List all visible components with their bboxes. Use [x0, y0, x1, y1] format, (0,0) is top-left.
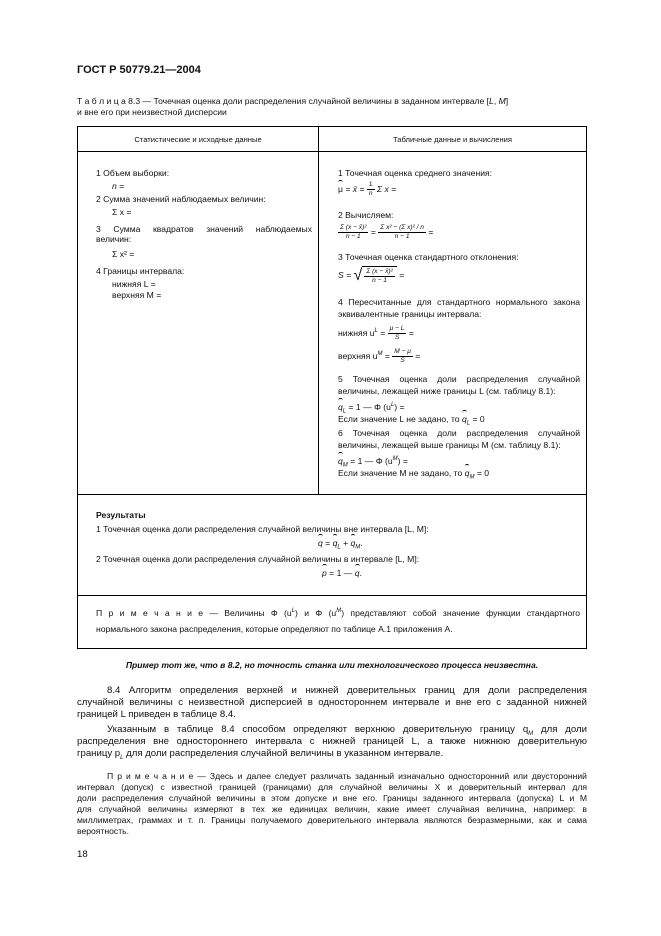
formula-q-total: $q = q_L + q_M$.: [318, 538, 363, 551]
column-header-calculations: Табличные данные и вычисления: [392, 135, 512, 144]
formula-variance: $\frac{\text{Σ (x − x̄)²}}{n - 1}$ = $\frac{\text{Σ x² − (Σ x)² / n}}{n - 1}$ =: [340, 224, 434, 240]
results-section: [96, 510, 576, 590]
calc-item-mean: 1 Точечная оценка среднего значения:: [338, 168, 493, 178]
paragraph-8-4: 8.4 Алгоритм определения верхней и нижней доверительных границ для доли распределения случайной величины с неизвестной дисперсией в одностороннем интервале и вне его с заданной нижней границей L приведен в таблице 8.4.: [77, 685, 587, 720]
calc-item-std-dev: 3 Точечная оценка стандартного отклонения:: [338, 252, 519, 262]
list-item-sum-squares: 3 Сумма квадратов значений наблюдаемых: [96, 224, 312, 234]
result-item-inside: 2 Точечная оценка доли распределения случайной величины в интервале [L, M]:: [96, 554, 420, 564]
note-paragraph: П р и м е ч а н и е — Здесь и далее следует различать заданный изначально односторонний или двусторонний интервал (допуск) с известной границей (границами) для случайной величины X и доверительный интервал для доли распределения случайной величины в этом допуске и вне его. Границы заданного интервала (допуска) L и M для случайной величины измеряют в тех же единицах величин, какие имеет случайная величина, например: в миллиметрах, граммах и т. п. Границы получаемого доверительного интервала являются безразмерными, как и сама вероятность.: [77, 771, 587, 836]
table-caption: Т а б л и ц а 8.3 — Точечная оценка доли распределения случайной величины в заданном интервале [L, M] и вне его при неизвестной дисперсии: [77, 96, 509, 117]
calc-item-compute: 2 Вычисляем:: [338, 210, 394, 220]
table-note: П р и м е ч а н и е — Величины Φ $(u^L)$ и Φ $(u^M)$ представляют собой значение функции стандартного нормального закона распределения, которые определяют по таблице А.1 приложения А.: [96, 607, 580, 634]
calc-item-bounds: 4 Пересчитанные для стандартного нормального закона: [338, 297, 580, 307]
example-line: Пример тот же, что в 8.2, но точность станка или технологического процесса неизвестна.: [125, 660, 539, 670]
formula-mean: μ = x̄ = $\frac{1}{n}$ Σ x =: [338, 181, 397, 197]
calculations-list: 1 Точечная оценка среднего значения: μ = x̄ = $\frac{1}{n}$ Σ x = 2 Вычисляем: $\frac{\text{Σ (x − x̄)²}}{n - 1}$ = $\frac{\text{Σ x² − (Σ x)² / n}}{n - 1}$ = 3 Точечная оценка стандартного отклонения: S = √ $\frac{\text{Σ (x − x̄)²}}{n - 1}$ = 4 Пересчитанные для стандартного нормального закона эквивалентные границы интервала: нижняя $u^L$ = $\frac{\mu - L}{S}$ = верхняя $u^M$ = $\frac{M - \mu}{S}$ = 5 Точечная оценка доли распределения случайной величины, лежащей ниже границы L (см. таблицу 8.1): $q_L = 1$ — Φ $(u^L)$ = Если значение L не задано, то $q_L = 0$ 6 Точечная оценка доли распределения случайной величины, лежащей выше границы M (см. таблицу 8.1): $q_M = 1$ — Φ $(u^M)$ = Если значение M не задано, то $q_M = 0$: [338, 168, 580, 481]
paragraph-upper-bound: Указанным в таблице 8.4 способом определяют верхнюю доверительную границу $q_M$ для доли распределения вне одностороннего интервала с нижней границей L, а также нижнюю доверительную границу $p_L$ для доли распределения случайной величины в указанном интервале.: [77, 724, 587, 761]
formula-std-dev: S = √ $\frac{\text{Σ (x − x̄)²}}{n - 1}$ =: [338, 267, 405, 284]
result-item-outside: 1 Точечная оценка доли распределения случайной величины вне интервала [L, M]:: [96, 524, 429, 534]
calc-item-above-share: 6 Точечная оценка доли распределения случайной: [338, 428, 580, 438]
formula-q-upper: $q_M = 1$ — Φ $(u^M)$ =: [338, 455, 408, 469]
page-number: 18: [77, 849, 88, 860]
calc-item-below-share: 5 Точечная оценка доли распределения случайной: [338, 374, 580, 384]
list-item-sum: 2 Сумма значений наблюдаемых величин:: [96, 194, 266, 204]
formula-p: p = 1 — q.: [322, 568, 362, 578]
column-header-input-data: Статистические и исходные данные: [134, 135, 262, 144]
formula-upper-bound: верхняя $u^M$ = $\frac{M - \mu}{S}$ =: [338, 348, 421, 364]
formula-q-lower: $q_L = 1$ — Φ $(u^L)$ =: [338, 401, 405, 415]
formula-lower-bound: нижняя $u^L$ = $\frac{\mu - L}{S}$ =: [338, 325, 414, 341]
input-data-list: 1 Объем выборки: n = 2 Сумма значений наблюдаемых величин: Σ x = 3 Сумма квадратов значений наблюдаемых величин: Σ x² = 4 Границы интервала: нижняя L = верхняя M =: [96, 168, 312, 300]
results-title: Результаты: [96, 510, 146, 520]
list-item-sample-size: 1 Объем выборки:: [96, 168, 170, 178]
list-item-interval-bounds: 4 Границы интервала:: [96, 266, 185, 276]
document-id: ГОСТ Р 50779.21—2004: [77, 64, 201, 76]
caption-label: Т а б л и ц а: [77, 96, 126, 106]
